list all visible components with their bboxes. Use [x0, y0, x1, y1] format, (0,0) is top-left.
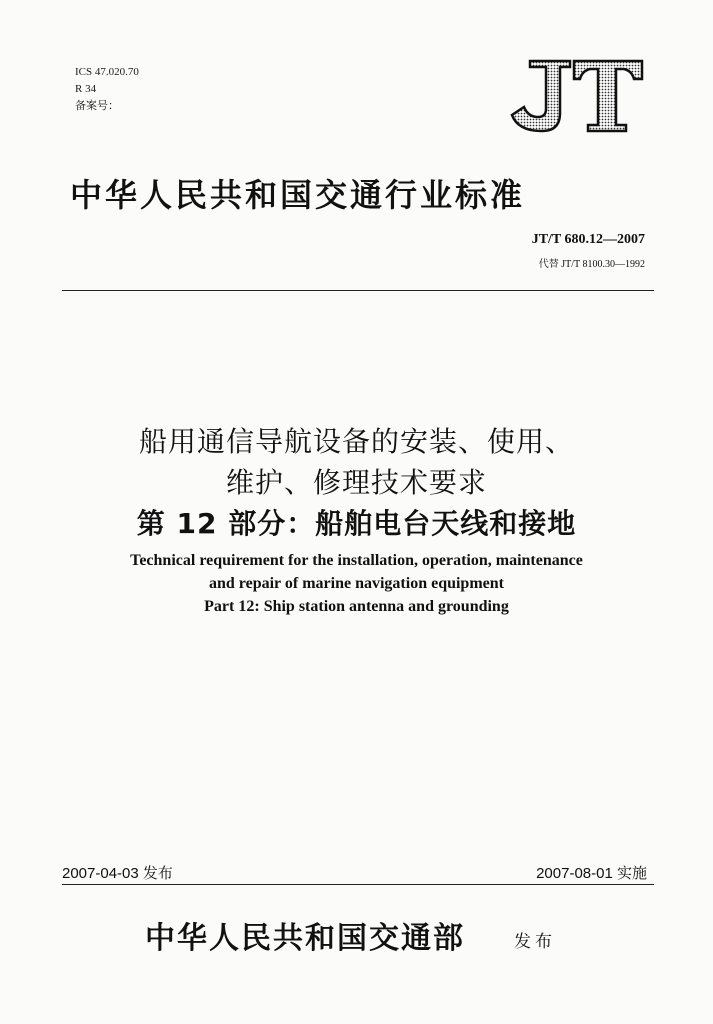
classification-code: R 34: [75, 83, 97, 95]
header-divider: [62, 290, 654, 291]
title-en-line-1: Technical requirement for the installation, operation, maintenance: [130, 552, 583, 569]
title-cn-line-1: 船用通信导航设备的安装、使用、: [138, 425, 574, 458]
record-number: 备案号：: [75, 100, 119, 112]
standard-number: JT/T 680.12—2007: [531, 232, 645, 247]
issue-date: 2007-04-03 发布: [62, 865, 173, 882]
metadata-block: [75, 64, 139, 115]
jt-logo: [508, 55, 646, 135]
issuing-ministry: 中华人民共和国交通部: [145, 921, 465, 956]
title-cn-line-2: 维护、修理技术要求: [225, 466, 487, 499]
footer-divider: [62, 884, 654, 885]
ics-code: ICS 47.020.70: [75, 66, 139, 78]
title-en-line-3: Part 12: Ship station antenna and grounding: [204, 598, 509, 615]
replaces-standard: 代替 JT/T 8100.30—1992: [538, 259, 645, 270]
publish-label: 发布: [514, 932, 556, 952]
title-en-line-2: and repair of marine navigation equipment: [209, 575, 504, 592]
implementation-date: 2007-08-01 实施: [536, 865, 647, 882]
org-title: 中华人民共和国交通行业标准: [70, 176, 526, 214]
title-cn-line-3: 第 12 部分：船舶电台天线和接地: [136, 507, 577, 540]
